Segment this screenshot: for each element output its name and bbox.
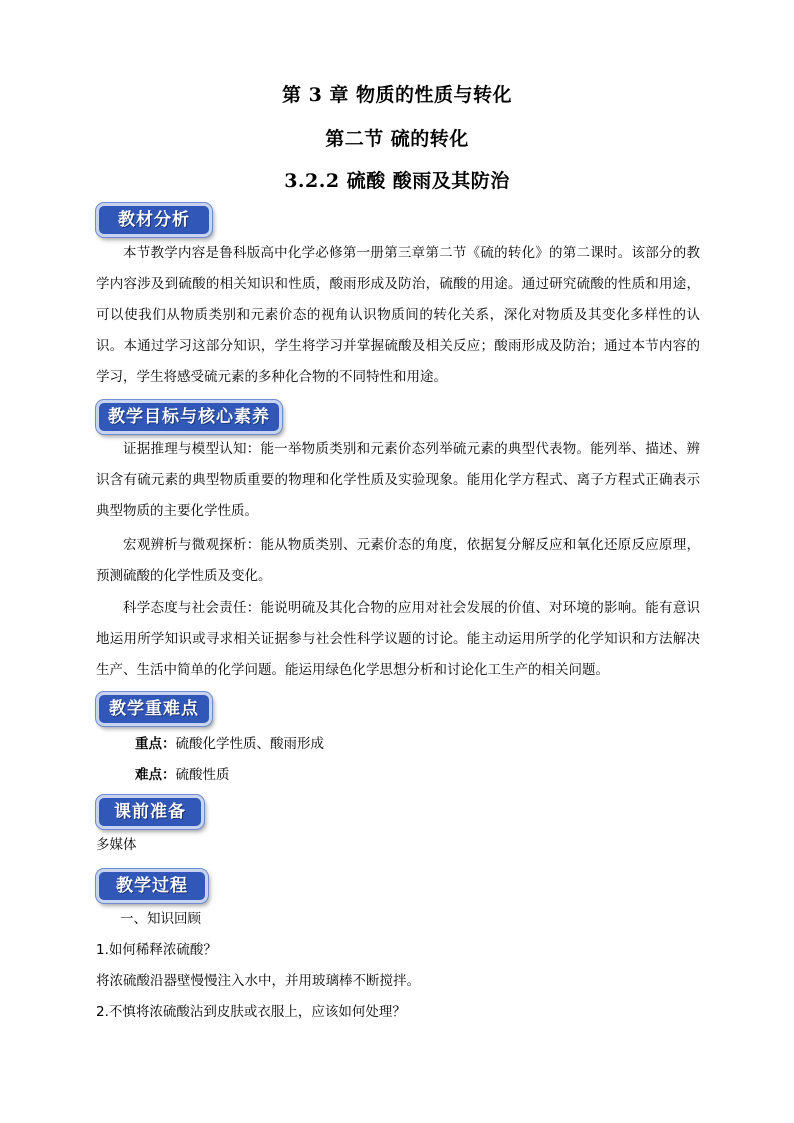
objective-paragraph-3: 科学态度与社会责任：能说明硫及其化合物的应用对社会发展的价值、对环境的影响。能有意识地运用所学知识或寻求相关证据参与社会性科学议题的讨论。能主动运用所学的化学知识和方法解决生产、生活中简单的化学问题。能运用绿色化学思想分析和讨论化工生产的相关问题。 (96, 600, 700, 678)
process-subheading: 一、知识回顾 (120, 911, 201, 927)
preparation-text: 多媒体 (96, 837, 137, 853)
material-analysis-badge: 教材分析 (96, 203, 212, 237)
process-answer-1: 将浓硫酸沿器壁慢慢注入水中，并用玻璃棒不断搅拌。 (96, 973, 420, 989)
section-title: 第二节 硫的转化 (325, 128, 469, 150)
key-points-badge: 教学重难点 (96, 692, 212, 726)
key-point-row (135, 729, 324, 760)
process-badge: 教学过程 (96, 869, 208, 903)
process-question-2: 2.不慎将浓硫酸沾到皮肤或衣服上，应该如何处理？ (96, 1004, 406, 1020)
objective-paragraph-2: 宏观辨析与微观探析：能从物质类别、元素价态的角度，依据复分解反应和氧化还原反应原理，预测硫酸的化学性质及变化。 (96, 537, 700, 584)
difficulty-label: 难点： (135, 767, 176, 783)
objectives-badge: 教学目标与核心素养 (96, 400, 282, 434)
key-point-value: 硫酸化学性质、酸雨形成 (175, 736, 324, 752)
process-question-1: 1.如何稀释浓硫酸？ (96, 942, 217, 958)
difficulty-row (135, 760, 230, 791)
difficulty-value: 硫酸性质 (175, 767, 230, 783)
objective-paragraph-1: 证据推理与模型认知：能一举物质类别和元素价态列举硫元素的典型代表物。能列举、描述、辨识含有硫元素的典型物质重要的物理和化学性质及实验现象。能用化学方程式、离子方程式正确表示典型物质的主要化学性质。 (96, 441, 700, 519)
key-point-label: 重点： (135, 736, 176, 752)
material-analysis-text: 本节教学内容是鲁科版高中化学必修第一册第三章第二节《硫的转化》的第二课时。该部分的教学内容涉及到硫酸的相关知识和性质，酸雨形成及防治，硫酸的用途。通过研究硫酸的性质和用途，可以使我们从物质类别和元素价态的视角认识物质间的转化关系，深化对物质及其变化多样性的认识。本通过学习这部分知识，学生将学习并掌握硫酸及相关反应；酸雨形成及防治；通过本节内容的学习，学生将感受硫元素的多种化合物的不同特性和用途。 (96, 245, 700, 385)
lesson-title: 3.2.2 硫酸 酸雨及其防治 (284, 170, 510, 192)
chapter-title: 第 3 章 物质的性质与转化 (281, 84, 513, 106)
preparation-badge: 课前准备 (96, 795, 204, 829)
